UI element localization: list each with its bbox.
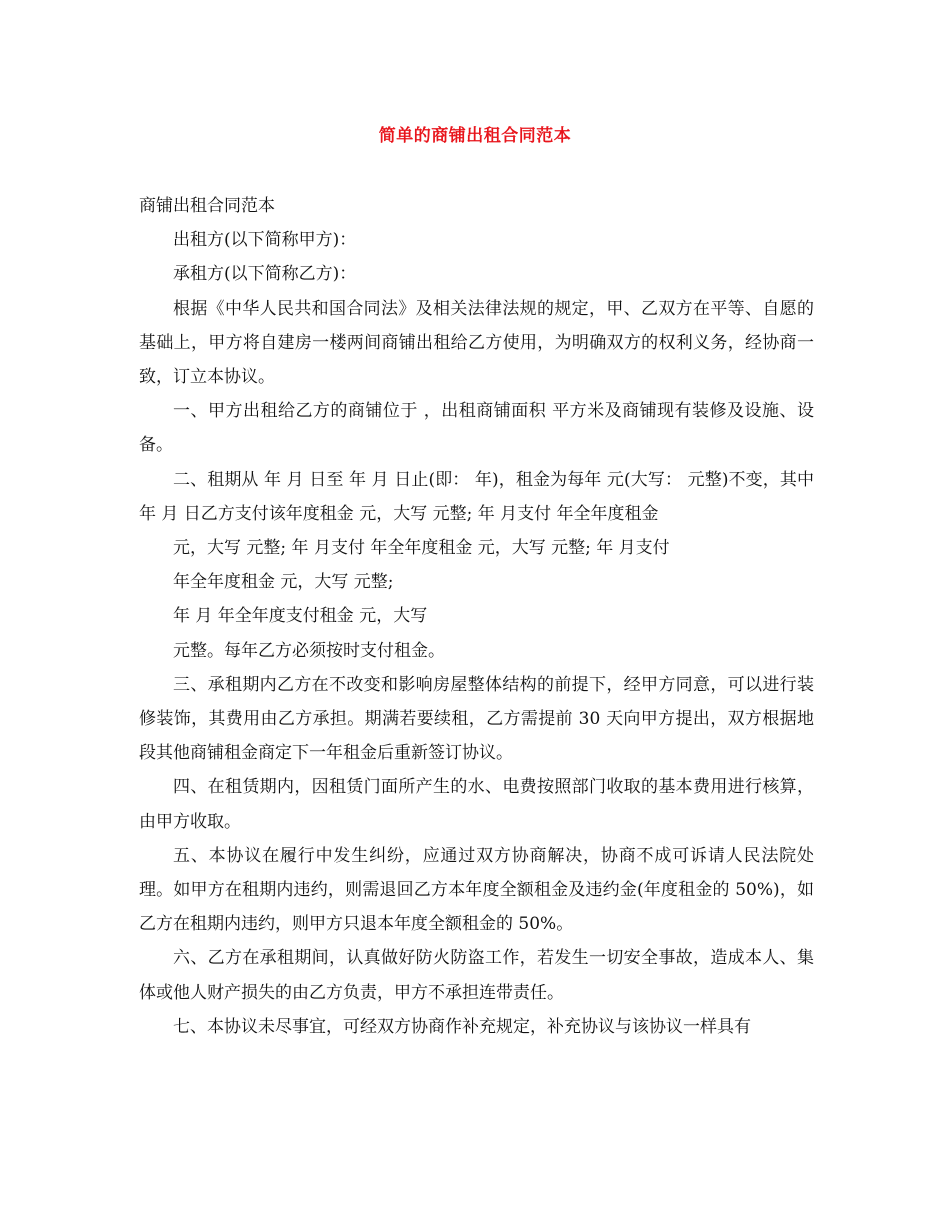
contract-heading: 商铺出租合同范本: [139, 196, 275, 216]
clause-4: 四、在租赁期内，因租赁门面所产生的水、电费按照部门收取的基本费用进行核算，由甲方收取。: [139, 777, 814, 832]
clause-2-continuation-1: 元，大写 元整; 年 月支付 年全年度租金 元，大写 元整; 年 月支付: [173, 538, 670, 559]
document-title: 简单的商铺出租合同范本: [378, 126, 572, 146]
clause-7: 七、本协议未尽事宜，可经双方协商作补充规定，补充协议与该协议一样具有: [173, 1016, 751, 1037]
clause-2-continuation-2: 年全年度租金 元，大写 元整;: [173, 572, 394, 593]
preamble-paragraph: 根据《中华人民共和国合同法》及相关法律法规的规定，甲、乙双方在平等、自愿的基础上，甲方将自建房一楼两间商铺出租给乙方使用，为明确双方的权利义务，经协商一致，订立本协议。: [139, 298, 814, 388]
lessee-line: 承租方(以下简称乙方)：: [173, 264, 357, 285]
lessor-line: 出租方(以下简称甲方)：: [173, 230, 357, 251]
clause-2-continuation-4: 元整。每年乙方必须按时支付租金。: [173, 640, 445, 661]
document-body: [139, 189, 814, 1044]
clause-3: 三、承租期内乙方在不改变和影响房屋整体结构的前提下，经甲方同意，可以进行装修装饰，其费用由乙方承担。期满若要续租，乙方需提前 30 天向甲方提出，双方根据地段其他商铺租金商定下一年租金后重新签订协议。: [139, 674, 814, 764]
clause-5: 五、本协议在履行中发生纠纷，应通过双方协商解决，协商不成可诉请人民法院处理。如甲方在租期内违约，则需退回乙方本年度全额租金及违约金(年度租金的 50%)，如乙方在租期内违约，则甲方只退本年度全额租金的 50%。: [139, 845, 814, 935]
clause-2-continuation-3: 年 月 年全年度支付租金 元，大写: [173, 606, 428, 627]
clause-6: 六、乙方在承租期间，认真做好防火防盗工作，若发生一切安全事故，造成本人、集体或他人财产损失的由乙方负责，甲方不承担连带责任。: [139, 948, 814, 1003]
clause-1: 一、甲方出租给乙方的商铺位于 ，出租商铺面积 平方米及商铺现有装修及设施、设备。: [139, 401, 814, 456]
clause-2: 二、租期从 年 月 日至 年 月 日止(即： 年)，租金为每年 元(大写： 元整)不变，其中 年 月 日乙方支付该年度租金 元，大写 元整; 年 月支付 年全年度租金: [139, 469, 814, 524]
